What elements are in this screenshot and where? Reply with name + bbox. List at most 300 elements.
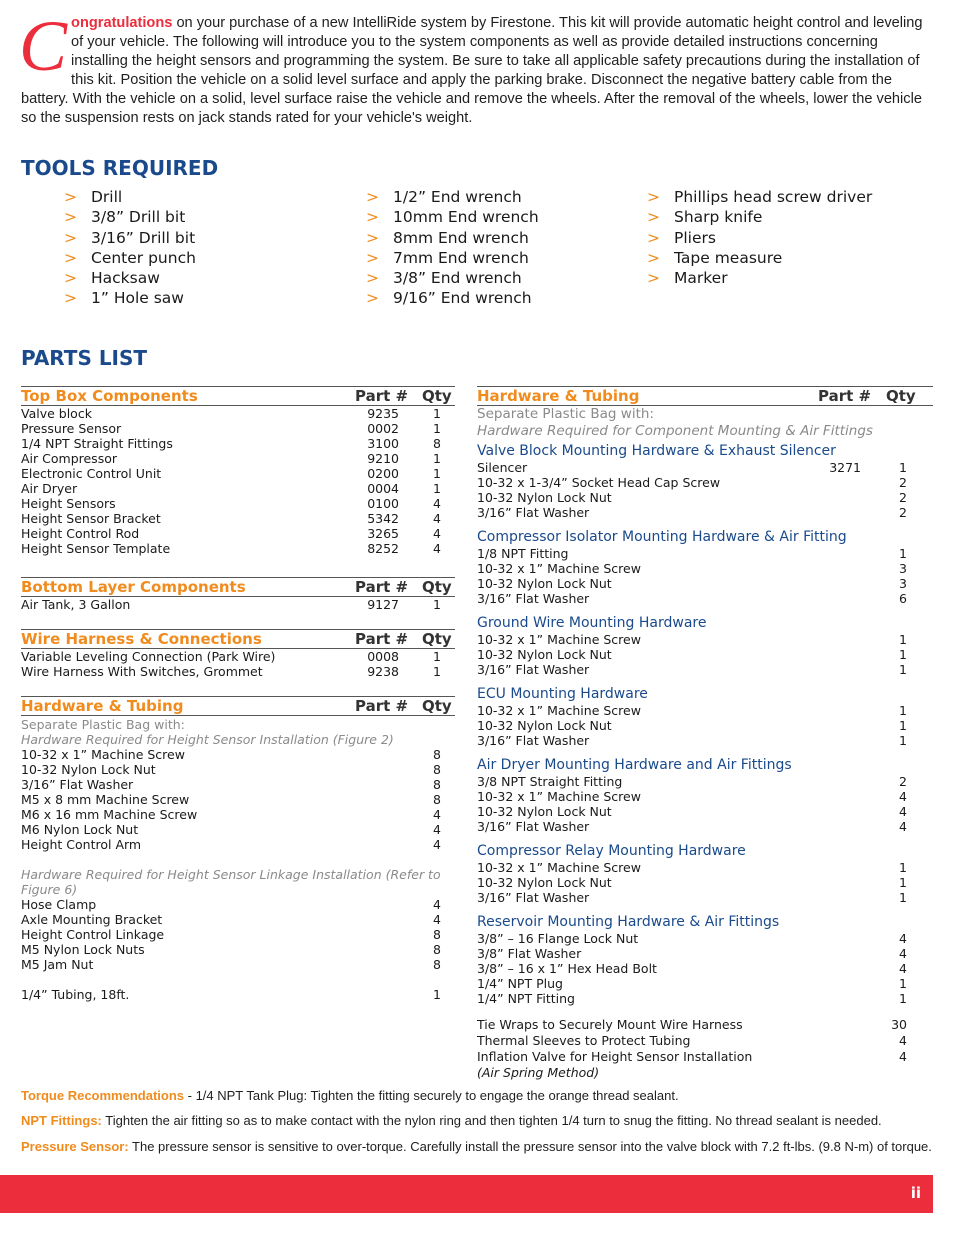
hardware-group — [477, 443, 933, 520]
item-name: 10-32 x 1” Machine Screw — [477, 703, 641, 718]
table-row — [21, 511, 455, 526]
item-name: Axle Mounting Bracket — [21, 912, 163, 927]
item-name: 10-32 Nylon Lock Nut — [477, 576, 612, 591]
item-name: Air Dryer — [21, 481, 78, 496]
table-body — [21, 897, 455, 972]
tool-label: Center punch — [91, 248, 196, 267]
item-qty: 4 — [899, 931, 907, 946]
item-name: 10-32 x 1” Machine Screw — [477, 860, 641, 875]
table-row — [21, 762, 455, 777]
item-name: Thermal Sleeves to Protect Tubing — [477, 1033, 691, 1048]
item-qty: 1 — [899, 662, 907, 677]
part-header: Part # — [355, 578, 409, 596]
item-part-number: 5342 — [367, 511, 399, 526]
tool-item — [366, 228, 539, 248]
tool-item — [64, 187, 196, 207]
item-part-number: 0100 — [367, 496, 399, 511]
npt-note — [21, 1113, 882, 1128]
arrow-icon: > — [366, 248, 379, 267]
table-row — [21, 897, 455, 912]
item-name: M6 x 16 mm Machine Screw — [21, 807, 198, 822]
item-qty: 8 — [433, 747, 441, 762]
item-name: 10-32 x 1-3/4” Socket Head Cap Screw — [477, 475, 721, 490]
arrow-icon: > — [647, 269, 660, 288]
table-title: Bottom Layer Components — [21, 578, 246, 596]
part-header: Part # — [818, 387, 872, 405]
item-qty: 4 — [433, 897, 441, 912]
group-title: Reservoir Mounting Hardware & Air Fittings — [477, 914, 780, 930]
item-part-number: 9127 — [367, 597, 399, 612]
pressure-text: The pressure sensor is sensitive to over-torque. Carefully install the pressure sensor into the valve block with 7.2 ft-lbs. (9.8 N-m) of torque. — [128, 1139, 932, 1154]
item-qty: 4 — [899, 1033, 907, 1048]
table-row — [477, 961, 933, 976]
item-name: M5 Nylon Lock Nuts — [21, 942, 145, 957]
npt-text: Tighten the air fitting so as to make contact with the nylon ring and then tighten 1/4 turn to snug the fitting. No thread sealant is needed. — [101, 1113, 882, 1128]
air-spring-note: (Air Spring Method) — [477, 1065, 600, 1080]
item-qty: 8 — [433, 762, 441, 777]
tool-item — [647, 248, 872, 268]
item-name: Inflation Valve for Height Sensor Installation — [477, 1049, 753, 1064]
arrow-icon: > — [64, 228, 77, 247]
item-qty: 1 — [899, 890, 907, 905]
tool-item — [366, 207, 539, 227]
item-qty: 1 — [433, 664, 441, 679]
tools-column-3 — [647, 187, 872, 288]
table-row — [477, 789, 933, 804]
item-name: 3/8 NPT Straight Fitting — [477, 774, 623, 789]
item-qty: 1 — [433, 421, 441, 436]
tools-column-2 — [366, 187, 539, 309]
tool-item — [64, 248, 196, 268]
tool-label: 10mm End wrench — [393, 208, 539, 227]
item-qty: 1 — [433, 481, 441, 496]
table-row — [477, 591, 933, 606]
item-name: 10-32 Nylon Lock Nut — [477, 718, 612, 733]
tool-label: Hacksaw — [91, 269, 160, 288]
table-row — [477, 860, 933, 875]
item-qty: 1 — [899, 976, 907, 991]
table-body — [21, 747, 455, 852]
item-part-number: 9238 — [367, 664, 399, 679]
bottom-layer-table — [21, 577, 455, 612]
top-box-table — [21, 386, 455, 556]
item-qty: 8 — [433, 777, 441, 792]
intro-paragraph — [19, 6, 933, 128]
table-row — [477, 804, 933, 819]
tool-item — [366, 268, 539, 288]
tool-label: 3/16” Drill bit — [91, 228, 196, 247]
table-row — [477, 561, 933, 576]
table-header — [21, 577, 455, 597]
table-row — [21, 541, 455, 556]
table-row — [477, 546, 933, 561]
table-row — [477, 718, 933, 733]
note-row — [477, 407, 933, 424]
item-name: 3/8” – 16 Flange Lock Nut — [477, 931, 639, 946]
group-title: Ground Wire Mounting Hardware — [477, 615, 707, 631]
table-row — [477, 733, 933, 748]
table-row — [477, 991, 933, 1006]
tool-label: 1” Hole saw — [91, 289, 184, 308]
item-name: 3/8” – 16 x 1” Hex Head Bolt — [477, 961, 657, 976]
hardware-right-table — [477, 386, 933, 1081]
pressure-label: Pressure Sensor: — [21, 1139, 129, 1154]
table-row — [21, 481, 455, 496]
note-row — [477, 424, 933, 443]
table-header — [21, 696, 455, 716]
item-part-number: 0200 — [367, 466, 399, 481]
item-name: 1/4” NPT Plug — [477, 976, 563, 991]
groups-container — [477, 443, 933, 1006]
table-title: Hardware & Tubing — [477, 387, 640, 405]
hardware-group — [477, 529, 933, 606]
hardware-group — [477, 843, 933, 905]
table-row — [21, 837, 455, 852]
item-qty: 4 — [433, 912, 441, 927]
item-name: 3/16” Flat Washer — [477, 819, 590, 834]
item-qty: 8 — [433, 792, 441, 807]
item-name: 3/16” Flat Washer — [477, 591, 590, 606]
hardware-group — [477, 757, 933, 834]
footer-bar — [0, 1175, 933, 1213]
tool-label: Pliers — [674, 228, 716, 247]
table-row — [477, 890, 933, 905]
table-row — [477, 1049, 933, 1065]
qty-header: Qty — [422, 630, 452, 648]
item-name: 10-32 x 1” Machine Screw — [21, 747, 185, 762]
item-name: Variable Leveling Connection (Park Wire) — [21, 649, 276, 664]
table-row — [21, 957, 455, 972]
intro-body: on your purchase of a new IntelliRide system by Firestone. This kit will provide automatic height control and leveling of your vehicle. The following will introduce you to the system components as well as provide detailed instructions concerning installing the height sensors and programming the system. Be sure to take all applicable safety precautions during the installation of this kit. Position the vehicle on a solid level surface and apply the parking brake. Disconnect the negative battery cable from the battery. With the vehicle on a solid, level surface raise the vehicle and remove the wheels. After the removal of the wheels, lower the vehicle so the suspension rests on jack stands rated for your vehicle's weight. — [21, 15, 923, 126]
table-row — [477, 976, 933, 991]
table-title: Wire Harness & Connections — [21, 630, 262, 648]
arrow-icon: > — [647, 248, 660, 267]
item-qty: 8 — [433, 927, 441, 942]
item-qty: 4 — [433, 526, 441, 541]
item-name: Height Sensor Template — [21, 541, 171, 556]
tool-label: Drill — [91, 188, 123, 206]
item-qty: 1 — [899, 546, 907, 561]
table-row — [477, 460, 933, 475]
item-qty: 8 — [433, 436, 441, 451]
item-qty: 2 — [899, 490, 907, 505]
table-row — [21, 987, 455, 1002]
table-header — [21, 629, 455, 649]
hardware-group — [477, 615, 933, 677]
tool-label: 9/16” End wrench — [393, 289, 532, 308]
item-name: 10-32 x 1” Machine Screw — [477, 632, 641, 647]
component-note: Hardware Required for Component Mounting & Air Fittings — [477, 423, 873, 439]
item-name: Air Tank, 3 Gallon — [21, 597, 131, 612]
item-qty: 4 — [433, 541, 441, 556]
wire-harness-table — [21, 629, 455, 679]
table-row — [477, 576, 933, 591]
item-name: Height Sensor Bracket — [21, 511, 161, 526]
tool-item — [647, 228, 872, 248]
item-part-number: 9210 — [367, 451, 399, 466]
item-name: M6 Nylon Lock Nut — [21, 822, 139, 837]
figure-note: Hardware Required for Height Sensor Installation (Figure 2) — [21, 732, 394, 747]
item-name: 3/8” Flat Washer — [477, 946, 582, 961]
item-qty: 2 — [899, 505, 907, 520]
bag-note: Separate Plastic Bag with: — [477, 406, 654, 422]
group-title: Compressor Relay Mounting Hardware — [477, 843, 746, 859]
item-qty: 8 — [433, 942, 441, 957]
item-name: Height Control Rod — [21, 526, 140, 541]
item-name: Height Control Arm — [21, 837, 142, 852]
table-row — [21, 822, 455, 837]
item-name: 10-32 x 1” Machine Screw — [477, 789, 641, 804]
pressure-note — [21, 1139, 932, 1154]
tool-label: 7mm End wrench — [393, 248, 529, 267]
item-qty: 4 — [433, 511, 441, 526]
item-name: M5 Jam Nut — [21, 957, 94, 972]
torque-label: Torque Recommendations — [21, 1088, 185, 1103]
table-row — [477, 1033, 933, 1049]
item-qty: 4 — [899, 1049, 907, 1064]
table-row — [21, 421, 455, 436]
table-body — [21, 406, 455, 556]
table-row — [21, 466, 455, 481]
item-name: 3/16” Flat Washer — [477, 733, 590, 748]
table-row — [21, 597, 455, 612]
table-title: Hardware & Tubing — [21, 697, 184, 715]
item-name: 10-32 Nylon Lock Nut — [477, 647, 612, 662]
item-qty: 1 — [433, 466, 441, 481]
drop-cap: C — [19, 6, 68, 86]
item-name: 1/8 NPT Fitting — [477, 546, 569, 561]
item-qty: 3 — [899, 561, 907, 576]
tool-label: 3/8” Drill bit — [91, 208, 186, 227]
item-qty: 4 — [899, 804, 907, 819]
table-row — [21, 927, 455, 942]
group-title: Air Dryer Mounting Hardware and Air Fittings — [477, 757, 792, 773]
table-row — [477, 946, 933, 961]
table-row — [21, 451, 455, 466]
item-name: Wire Harness With Switches, Grommet — [21, 664, 263, 679]
item-qty: 1 — [899, 991, 907, 1006]
item-part-number: 3271 — [829, 460, 861, 475]
item-name: Tie Wraps to Securely Mount Wire Harness — [477, 1017, 743, 1032]
arrow-icon: > — [64, 248, 77, 267]
item-qty: 1 — [433, 451, 441, 466]
tool-label: Phillips head screw driver — [674, 188, 873, 206]
item-name: 3/16” Flat Washer — [21, 777, 134, 792]
hardware-group — [477, 686, 933, 748]
item-qty: 1 — [899, 860, 907, 875]
tool-label: Tape measure — [674, 248, 783, 267]
tool-label: 8mm End wrench — [393, 228, 529, 247]
part-header: Part # — [355, 387, 409, 405]
tools-title: TOOLS REQUIRED — [21, 156, 219, 180]
hardware-group — [477, 914, 933, 1006]
tool-label: 3/8” End wrench — [393, 269, 522, 288]
item-name: 1/4 NPT Straight Fittings — [21, 436, 173, 451]
note-row — [21, 717, 455, 732]
item-part-number: 0004 — [367, 481, 399, 496]
item-qty: 3 — [899, 576, 907, 591]
item-name: Pressure Sensor — [21, 421, 122, 436]
arrow-icon: > — [366, 188, 379, 206]
table-header — [477, 386, 933, 406]
item-name: Height Sensors — [21, 496, 116, 511]
table-row — [477, 875, 933, 890]
qty-header: Qty — [422, 578, 452, 596]
qty-header: Qty — [422, 387, 452, 405]
tool-item — [64, 288, 196, 308]
part-header: Part # — [355, 697, 409, 715]
tool-label: Marker — [674, 269, 728, 288]
bag-note: Separate Plastic Bag with: — [21, 717, 185, 732]
item-name: 10-32 x 1” Machine Screw — [477, 561, 641, 576]
tool-item — [64, 268, 196, 288]
arrow-icon: > — [647, 208, 660, 227]
table-row — [21, 777, 455, 792]
item-part-number: 0002 — [367, 421, 399, 436]
item-name: 3/16” Flat Washer — [477, 890, 590, 905]
item-qty: 4 — [899, 789, 907, 804]
table-row — [21, 942, 455, 957]
table-row — [21, 406, 455, 421]
table-row — [21, 649, 455, 664]
torque-note — [21, 1088, 679, 1103]
item-qty: 2 — [899, 774, 907, 789]
table-row — [477, 819, 933, 834]
item-name: Hose Clamp — [21, 897, 97, 912]
item-name: 10-32 Nylon Lock Nut — [477, 490, 612, 505]
item-qty: 8 — [433, 957, 441, 972]
table-row — [21, 664, 455, 679]
item-name: Air Compressor — [21, 451, 117, 466]
table-body — [21, 649, 455, 679]
item-qty: 1 — [899, 703, 907, 718]
item-name: 10-32 Nylon Lock Nut — [477, 804, 612, 819]
tool-label: Sharp knife — [674, 208, 763, 227]
item-name: Height Control Linkage — [21, 927, 165, 942]
item-name: 10-32 Nylon Lock Nut — [21, 762, 156, 777]
item-name: Valve block — [21, 406, 92, 421]
item-qty: 4 — [899, 819, 907, 834]
table-row — [477, 774, 933, 789]
item-part-number: 0008 — [367, 649, 399, 664]
item-qty: 1 — [433, 597, 441, 612]
table-row — [477, 632, 933, 647]
arrow-icon: > — [366, 208, 379, 227]
table-row — [21, 526, 455, 541]
tools-column-1 — [64, 187, 196, 309]
table-row — [477, 647, 933, 662]
item-part-number: 8252 — [367, 541, 399, 556]
tool-item — [647, 207, 872, 227]
item-qty: 30 — [891, 1017, 907, 1032]
table-row — [21, 496, 455, 511]
item-qty: 4 — [899, 961, 907, 976]
note-row — [21, 732, 455, 747]
table-row — [477, 931, 933, 946]
item-name: 1/4” Tubing, 18ft. — [21, 987, 130, 1002]
torque-text: - 1/4 NPT Tank Plug: Tighten the fitting securely to engage the orange thread sealant. — [184, 1088, 679, 1103]
table-row — [477, 662, 933, 677]
table-row — [477, 505, 933, 520]
qty-header: Qty — [886, 387, 916, 405]
tool-item — [647, 268, 872, 288]
group-title: Valve Block Mounting Hardware & Exhaust Silencer — [477, 443, 836, 459]
arrow-icon: > — [366, 289, 379, 308]
item-qty: 2 — [899, 475, 907, 490]
item-name: 3/16” Flat Washer — [477, 662, 590, 677]
item-qty: 4 — [433, 807, 441, 822]
group-title: Compressor Isolator Mounting Hardware & Air Fitting — [477, 529, 847, 545]
part-header: Part # — [355, 630, 409, 648]
item-part-number: 3100 — [367, 436, 399, 451]
tool-item — [366, 288, 539, 308]
item-part-number: 9235 — [367, 406, 399, 421]
table-row — [21, 807, 455, 822]
table-header — [21, 386, 455, 406]
linkage-note: Hardware Required for Height Sensor Linkage Installation (Refer to Figure 6) — [21, 867, 441, 897]
tool-item — [64, 228, 196, 248]
item-qty: 1 — [899, 647, 907, 662]
note-row — [477, 1065, 933, 1081]
item-qty: 6 — [899, 591, 907, 606]
parts-title: PARTS LIST — [21, 346, 148, 370]
arrow-icon: > — [64, 188, 77, 206]
item-qty: 4 — [433, 822, 441, 837]
intro-lead-word: ongratulations — [71, 15, 173, 31]
tool-item — [366, 187, 539, 207]
arrow-icon: > — [64, 208, 77, 227]
item-qty: 4 — [433, 837, 441, 852]
page-number: ii — [910, 1184, 921, 1202]
item-name: Silencer — [477, 460, 528, 475]
tool-item — [64, 207, 196, 227]
hardware-left-table — [21, 696, 455, 1002]
item-qty: 1 — [433, 649, 441, 664]
arrow-icon: > — [366, 228, 379, 247]
item-part-number: 3265 — [367, 526, 399, 541]
table-row — [21, 792, 455, 807]
table-row — [477, 1017, 933, 1033]
table-body — [21, 597, 455, 612]
item-qty: 1 — [899, 460, 907, 475]
group-title: ECU Mounting Hardware — [477, 686, 648, 702]
item-qty: 1 — [899, 718, 907, 733]
npt-label: NPT Fittings: — [21, 1113, 102, 1128]
table-row — [477, 490, 933, 505]
table-row — [477, 475, 933, 490]
extras-list — [477, 1017, 933, 1065]
item-name: M5 x 8 mm Machine Screw — [21, 792, 190, 807]
tool-item — [647, 187, 872, 207]
qty-header: Qty — [422, 697, 452, 715]
item-name: 1/4” NPT Fitting — [477, 991, 575, 1006]
tool-item — [366, 248, 539, 268]
arrow-icon: > — [64, 269, 77, 288]
arrow-icon: > — [647, 188, 660, 206]
arrow-icon: > — [64, 289, 77, 308]
item-qty: 1 — [899, 733, 907, 748]
item-qty: 4 — [899, 946, 907, 961]
item-name: 10-32 Nylon Lock Nut — [477, 875, 612, 890]
table-row — [21, 912, 455, 927]
item-name: Electronic Control Unit — [21, 466, 162, 481]
tool-label: 1/2” End wrench — [393, 188, 522, 206]
arrow-icon: > — [366, 269, 379, 288]
item-qty: 1 — [899, 632, 907, 647]
item-qty: 1 — [433, 406, 441, 421]
item-name: 3/16” Flat Washer — [477, 505, 590, 520]
table-row — [477, 703, 933, 718]
